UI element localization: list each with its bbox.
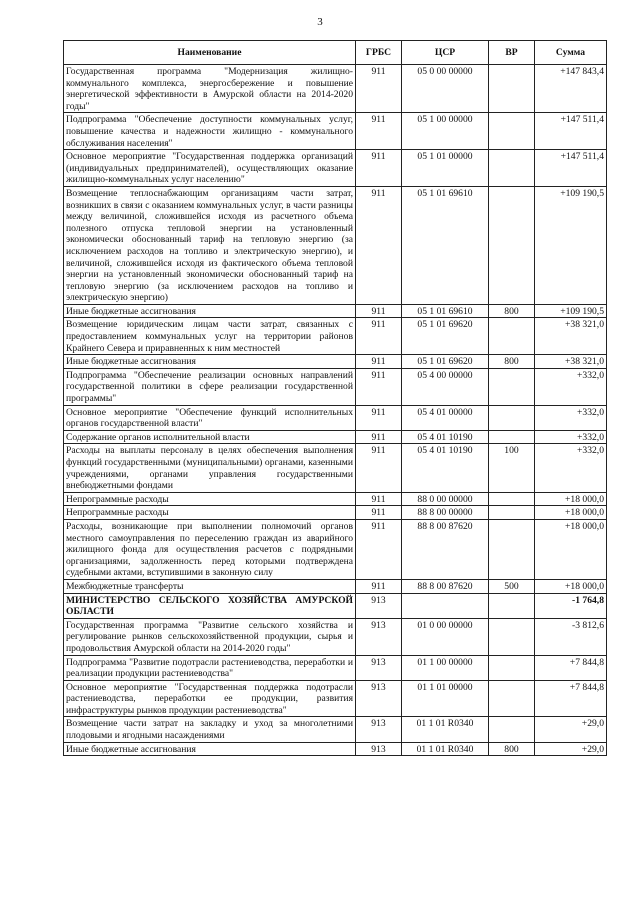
cell-name: Основное мероприятие "Государственная поддержка организаций (индивидуальных предпринимателей), осуществляющих оказание жилищно-коммунальных услуг населению" — [64, 150, 356, 187]
cell-csr: 05 4 01 10190 — [402, 430, 489, 444]
cell-sum: -1 764,8 — [535, 593, 607, 618]
cell-vr — [489, 593, 535, 618]
cell-name: Подпрограмма "Развитие подотрасли растениеводства, переработки и реализации продукции растениеводства" — [64, 655, 356, 680]
cell-csr: 05 1 01 69610 — [402, 186, 489, 304]
cell-name: Непрограммные расходы — [64, 506, 356, 520]
cell-sum: +18 000,0 — [535, 579, 607, 593]
cell-grbs: 911 — [356, 444, 402, 492]
table-row — [64, 492, 607, 506]
cell-csr: 05 1 01 69620 — [402, 318, 489, 355]
cell-grbs: 911 — [356, 355, 402, 369]
cell-csr: 05 0 00 00000 — [402, 65, 489, 113]
cell-grbs: 911 — [356, 113, 402, 150]
cell-vr — [489, 680, 535, 717]
cell-grbs: 911 — [356, 519, 402, 579]
cell-sum: +29,0 — [535, 742, 607, 756]
cell-name: МИНИСТЕРСТВО СЕЛЬСКОГО ХОЗЯЙСТВА АМУРСКОЙ ОБЛАСТИ — [64, 593, 356, 618]
cell-grbs: 911 — [356, 150, 402, 187]
cell-grbs: 913 — [356, 742, 402, 756]
cell-sum: +38 321,0 — [535, 355, 607, 369]
column-header-grbs: ГРБС — [356, 41, 402, 65]
cell-csr: 88 8 00 87620 — [402, 579, 489, 593]
table-row — [64, 368, 607, 405]
cell-csr: 88 8 00 87620 — [402, 519, 489, 579]
cell-grbs: 911 — [356, 65, 402, 113]
cell-vr — [489, 506, 535, 520]
table-row — [64, 318, 607, 355]
cell-name: Иные бюджетные ассигнования — [64, 742, 356, 756]
cell-grbs: 913 — [356, 680, 402, 717]
cell-sum: +18 000,0 — [535, 506, 607, 520]
cell-name: Подпрограмма "Обеспечение реализации основных направлений государственной политики в сфере реализации государственной программы" — [64, 368, 356, 405]
table-row — [64, 113, 607, 150]
cell-grbs: 913 — [356, 655, 402, 680]
cell-sum: +332,0 — [535, 368, 607, 405]
page-number: 3 — [317, 16, 323, 28]
table-row — [64, 506, 607, 520]
cell-grbs: 911 — [356, 368, 402, 405]
cell-csr: 05 4 01 10190 — [402, 444, 489, 492]
cell-vr — [489, 405, 535, 430]
cell-name: Подпрограмма "Обеспечение доступности коммунальных услуг, повышение качества и надежности жилищно - коммунального обслуживания населения" — [64, 113, 356, 150]
cell-name: Иные бюджетные ассигнования — [64, 355, 356, 369]
cell-grbs: 911 — [356, 318, 402, 355]
column-header-sum: Сумма — [535, 41, 607, 65]
cell-grbs: 911 — [356, 304, 402, 318]
cell-vr — [489, 618, 535, 655]
cell-csr: 05 4 00 00000 — [402, 368, 489, 405]
cell-vr — [489, 430, 535, 444]
cell-vr — [489, 492, 535, 506]
cell-sum: +147 511,4 — [535, 113, 607, 150]
cell-name: Непрограммные расходы — [64, 492, 356, 506]
table-row — [64, 742, 607, 756]
table-header-row — [64, 41, 607, 65]
cell-csr: 01 1 01 R0340 — [402, 717, 489, 742]
table-row — [64, 680, 607, 717]
cell-csr: 05 1 01 69610 — [402, 304, 489, 318]
cell-sum: +332,0 — [535, 444, 607, 492]
column-header-csr: ЦСР — [402, 41, 489, 65]
cell-name: Государственная программа "Развитие сельского хозяйства и регулирование рынков сельскохозяйственной продукции, сырья и продовольствия Амурской области на 2014-2020 годы" — [64, 618, 356, 655]
cell-name: Возмещение юридическим лицам части затрат, связанных с предоставлением коммунальных услуг на территории районов Крайнего Севера и приравненных к ним местностей — [64, 318, 356, 355]
cell-grbs: 913 — [356, 618, 402, 655]
cell-csr — [402, 593, 489, 618]
table-row — [64, 430, 607, 444]
cell-csr: 01 1 00 00000 — [402, 655, 489, 680]
cell-sum: +29,0 — [535, 717, 607, 742]
column-header-name: Наименование — [64, 41, 356, 65]
cell-sum: -3 812,6 — [535, 618, 607, 655]
column-header-vr: ВР — [489, 41, 535, 65]
cell-grbs: 913 — [356, 717, 402, 742]
cell-grbs: 911 — [356, 405, 402, 430]
cell-grbs: 911 — [356, 506, 402, 520]
cell-csr: 88 8 00 00000 — [402, 506, 489, 520]
cell-vr: 100 — [489, 444, 535, 492]
cell-csr: 05 1 00 00000 — [402, 113, 489, 150]
cell-grbs: 911 — [356, 492, 402, 506]
cell-csr: 88 0 00 00000 — [402, 492, 489, 506]
cell-sum: +18 000,0 — [535, 492, 607, 506]
cell-vr: 800 — [489, 742, 535, 756]
table-row — [64, 150, 607, 187]
cell-csr: 01 1 01 R0340 — [402, 742, 489, 756]
cell-grbs: 911 — [356, 579, 402, 593]
cell-sum: +7 844,8 — [535, 655, 607, 680]
cell-vr: 500 — [489, 579, 535, 593]
table-row — [64, 593, 607, 618]
cell-vr: 800 — [489, 355, 535, 369]
table-row — [64, 717, 607, 742]
cell-sum: +18 000,0 — [535, 519, 607, 579]
cell-vr — [489, 717, 535, 742]
cell-vr — [489, 519, 535, 579]
cell-vr — [489, 113, 535, 150]
table-row — [64, 655, 607, 680]
cell-name: Государственная программа "Модернизация жилищно-коммунального комплекса, энергосбережение и повышение энергетической эффективности в Амурской области на 2014-2020 годы" — [64, 65, 356, 113]
cell-csr: 05 4 01 00000 — [402, 405, 489, 430]
budget-table — [63, 40, 607, 756]
cell-name: Возмещение части затрат на закладку и уход за многолетними плодовыми и ягодными насаждениями — [64, 717, 356, 742]
cell-grbs: 913 — [356, 593, 402, 618]
cell-name: Расходы на выплаты персоналу в целях обеспечения выполнения функций государственными (муниципальными) органами, казенными учреждениями, органами управления государственными внебюджетными фондами — [64, 444, 356, 492]
cell-name: Основное мероприятие "Государственная поддержка подотрасли растениеводства, переработки ее продукции, развития инфраструктуры рынков продукции растениеводства" — [64, 680, 356, 717]
cell-name: Расходы, возникающие при выполнении полномочий органов местного самоуправления по переселению граждан из аварийного жилищного фонда для осуществления расчетов с подрядными организациями, задолженность перед которыми подтверждена судебными актами, вступившими в законную силу — [64, 519, 356, 579]
table-row — [64, 186, 607, 304]
cell-sum: +332,0 — [535, 430, 607, 444]
table-row — [64, 355, 607, 369]
cell-vr — [489, 655, 535, 680]
table-row — [64, 405, 607, 430]
table-row — [64, 519, 607, 579]
cell-csr: 05 1 01 69620 — [402, 355, 489, 369]
cell-name: Содержание органов исполнительной власти — [64, 430, 356, 444]
table-row — [64, 304, 607, 318]
cell-sum: +332,0 — [535, 405, 607, 430]
cell-sum: +109 190,5 — [535, 186, 607, 304]
cell-vr — [489, 318, 535, 355]
cell-name: Межбюджетные трансферты — [64, 579, 356, 593]
table-row — [64, 579, 607, 593]
cell-csr: 01 0 00 00000 — [402, 618, 489, 655]
cell-name: Основное мероприятие "Обеспечение функций исполнительных органов государственной власти" — [64, 405, 356, 430]
cell-csr: 05 1 01 00000 — [402, 150, 489, 187]
cell-vr — [489, 368, 535, 405]
cell-sum: +38 321,0 — [535, 318, 607, 355]
cell-name: Возмещение теплоснабжающим организациям части затрат, возникших в связи с оказанием коммунальных услуг, в части разницы между величиной, сложившейся исходя из расчетного объема полезного отпуска тепловой энергии на установленный экономически обоснованный тариф на тепловую энергию (за исключением расходов на топливо и электрическую энергию), и величиной, сложившейся исходя из фактического объема тепловой энергии на установленный экономически обоснованный тариф на тепловую энергию (за исключением расходов на топливо и электрическую энергию) — [64, 186, 356, 304]
table-body — [64, 65, 607, 756]
cell-vr: 800 — [489, 304, 535, 318]
cell-sum: +109 190,5 — [535, 304, 607, 318]
cell-vr — [489, 65, 535, 113]
cell-sum: +147 511,4 — [535, 150, 607, 187]
cell-name: Иные бюджетные ассигнования — [64, 304, 356, 318]
table-row — [64, 618, 607, 655]
table-row — [64, 444, 607, 492]
cell-grbs: 911 — [356, 186, 402, 304]
cell-sum: +147 843,4 — [535, 65, 607, 113]
table-row — [64, 65, 607, 113]
cell-grbs: 911 — [356, 430, 402, 444]
cell-vr — [489, 150, 535, 187]
cell-vr — [489, 186, 535, 304]
cell-csr: 01 1 01 00000 — [402, 680, 489, 717]
cell-sum: +7 844,8 — [535, 680, 607, 717]
